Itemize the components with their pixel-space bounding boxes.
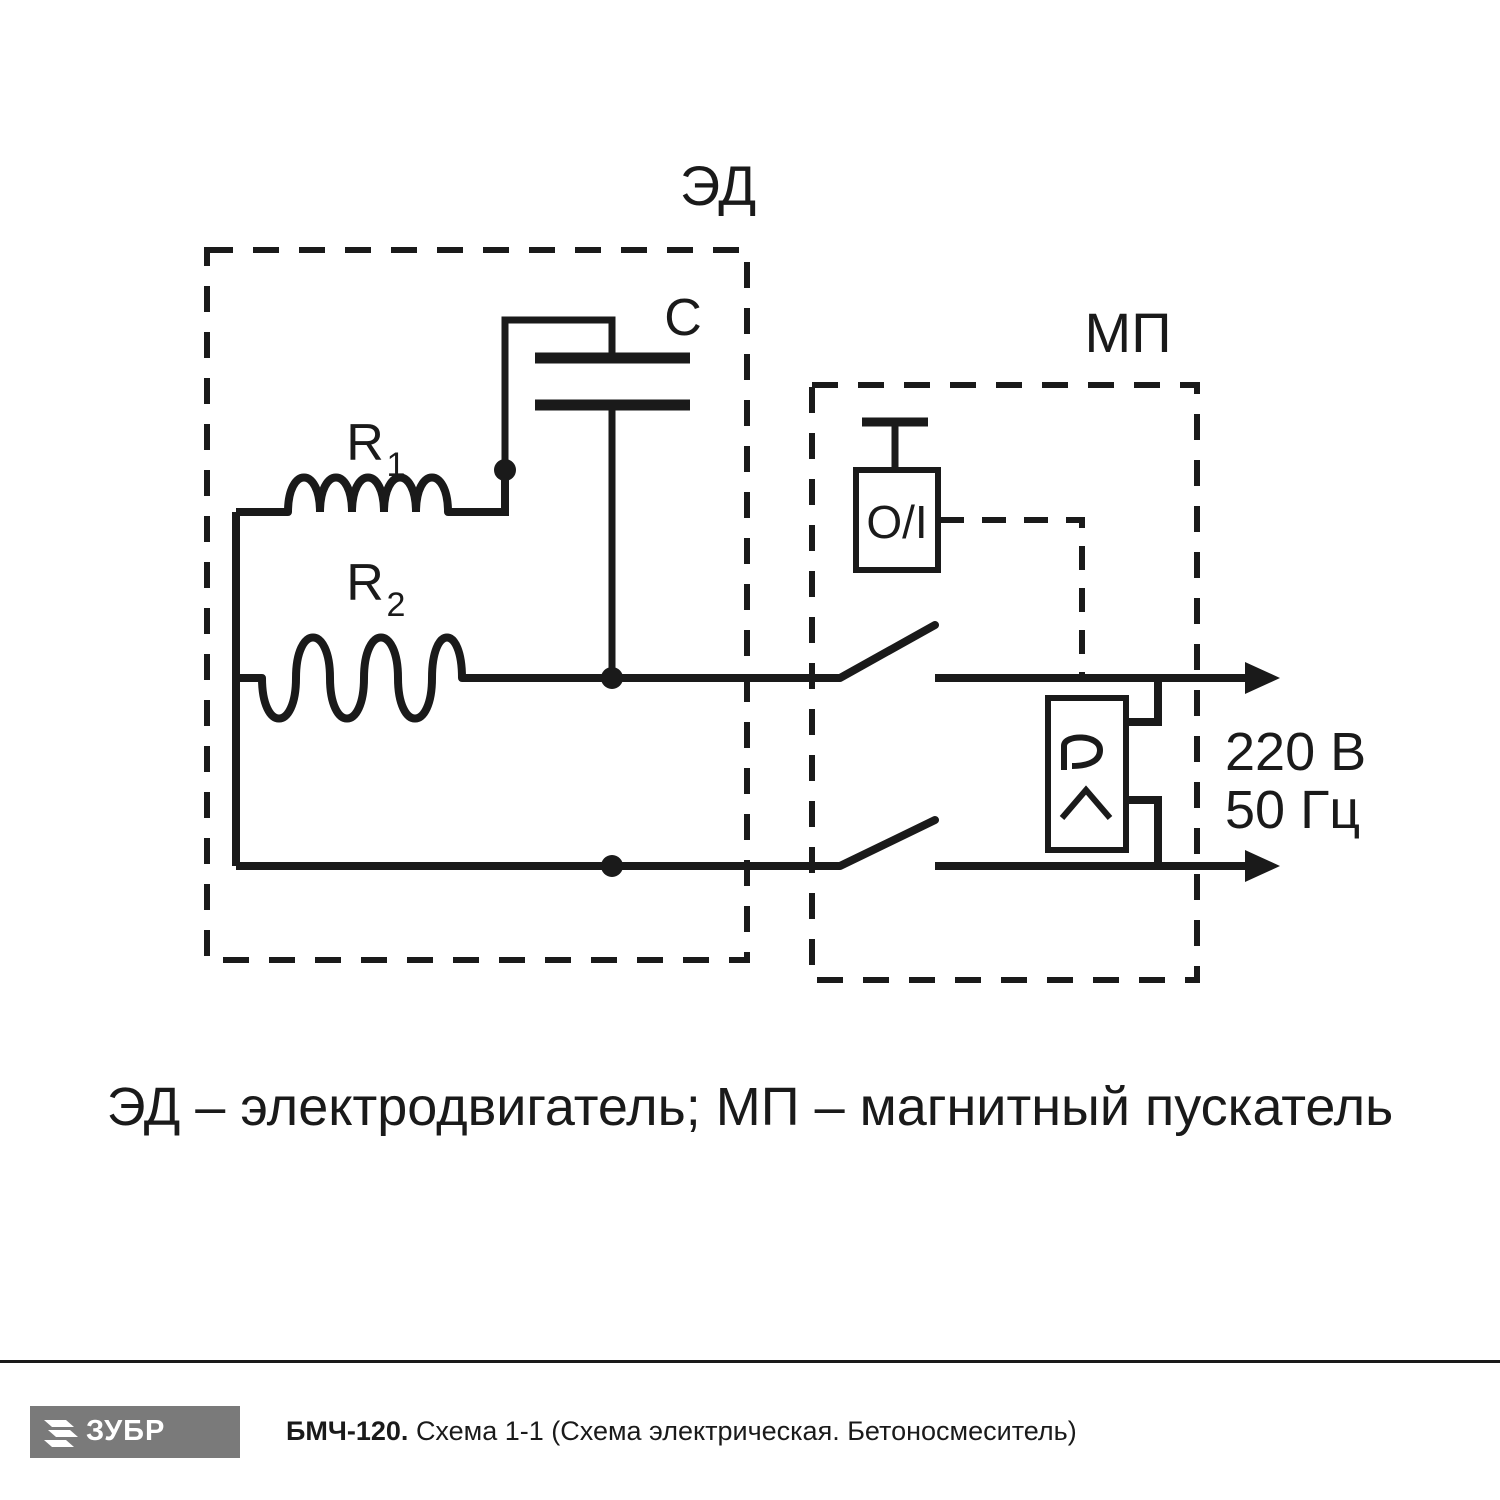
supply-arrow-top bbox=[1245, 662, 1280, 694]
power-switch-label: O/I bbox=[866, 496, 928, 548]
supply-voltage-label: 220 В bbox=[1225, 722, 1367, 782]
contact-blade-bottom bbox=[840, 820, 935, 866]
brand-name: ЗУБР bbox=[86, 1415, 166, 1447]
footer-bar bbox=[0, 1360, 1500, 1500]
control-link-dashed bbox=[940, 520, 1082, 678]
supply-arrow-bottom bbox=[1245, 850, 1280, 882]
legend-text: ЭД – электродвигатель; МП – магнитный пускатель bbox=[106, 1077, 1394, 1137]
resistor-2-label: R bbox=[346, 554, 384, 612]
footer-model: БМЧ-120. bbox=[286, 1416, 409, 1446]
relay-lead-top bbox=[1126, 678, 1158, 722]
motor-block-label: ЭД bbox=[679, 154, 757, 217]
junction-dot-r1-capacitor bbox=[494, 459, 516, 481]
starter-block-label: МП bbox=[1084, 301, 1172, 364]
relay-lead-bottom bbox=[1126, 800, 1158, 866]
resistor-1-subscript: 1 bbox=[386, 446, 406, 484]
footer-description: Схема 1-1 (Схема электрическая. Бетоносмеситель) bbox=[415, 1416, 1077, 1446]
junction-dot-capacitor-middle bbox=[601, 667, 623, 689]
relay-coil-box bbox=[1048, 698, 1126, 850]
contact-blade-top bbox=[840, 625, 935, 678]
capacitor-label: C bbox=[664, 289, 702, 347]
resistor-1-label: R bbox=[346, 414, 384, 472]
junction-dot-bottom bbox=[601, 855, 623, 877]
footer-caption bbox=[286, 1416, 1077, 1447]
resistor-2-subscript: 2 bbox=[386, 586, 406, 624]
logo-arrow-icon bbox=[44, 1417, 78, 1447]
winding-r2 bbox=[262, 638, 462, 719]
brand-logo bbox=[30, 1406, 240, 1458]
winding-r1 bbox=[288, 478, 448, 513]
capacitor-top-lead bbox=[505, 320, 612, 470]
supply-frequency-label: 50 Гц bbox=[1225, 780, 1361, 840]
